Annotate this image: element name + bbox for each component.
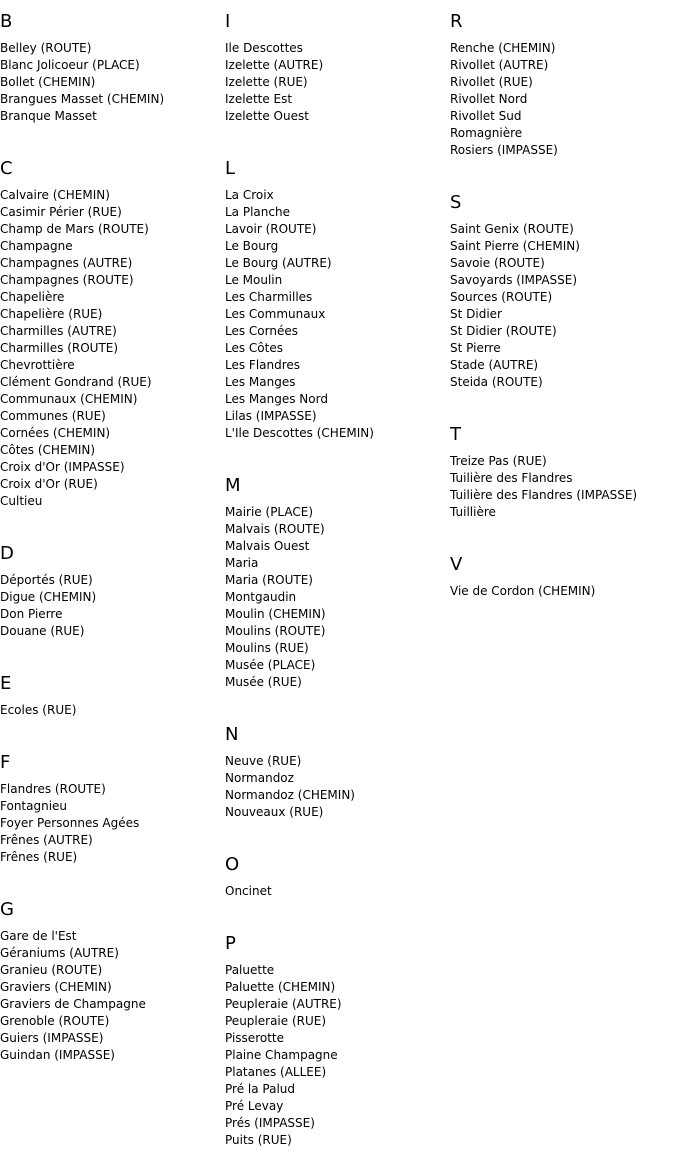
street-link[interactable]: Les Communaux <box>225 307 326 321</box>
letter-section <box>0 746 225 888</box>
street-link[interactable]: Normandoz <box>225 771 294 785</box>
letter-heading: M <box>225 475 241 496</box>
street-link[interactable]: Ecoles (RUE) <box>0 703 77 717</box>
letter-section <box>450 5 675 181</box>
street-link[interactable]: Don Pierre <box>0 607 63 621</box>
street-link[interactable]: Romagnière <box>450 126 523 140</box>
letter-section <box>0 5 225 147</box>
street-list <box>225 883 450 900</box>
street-link[interactable]: Tuillière <box>450 505 496 519</box>
letter-section <box>225 152 450 464</box>
section-spacer <box>0 1064 225 1086</box>
street-link[interactable]: Renche (CHEMIN) <box>450 41 556 55</box>
section-spacer <box>450 159 675 181</box>
letter-heading: T <box>450 424 461 445</box>
letter-heading: N <box>225 724 239 745</box>
letter-section <box>225 718 450 843</box>
street-link[interactable]: Savoyards (IMPASSE) <box>450 273 578 287</box>
street-link[interactable]: Musée (RUE) <box>225 675 302 689</box>
street-link[interactable]: Les Côtes <box>225 341 283 355</box>
street-link[interactable]: Granieu (ROUTE) <box>0 963 103 977</box>
street-link[interactable]: Guiers (IMPASSE) <box>0 1031 104 1045</box>
street-link[interactable]: Champagnes (AUTRE) <box>0 256 133 270</box>
letter-section <box>450 418 675 543</box>
letter-heading: E <box>0 673 12 694</box>
letter-section <box>0 537 225 662</box>
street-link[interactable]: Malvais (ROUTE) <box>225 522 325 536</box>
letter-heading: C <box>0 158 13 179</box>
column-3 <box>450 0 675 622</box>
street-list <box>0 781 225 866</box>
section-spacer <box>450 600 675 622</box>
street-link[interactable]: Géraniums (AUTRE) <box>0 946 119 960</box>
street-link[interactable]: Stade (AUTRE) <box>450 358 539 372</box>
street-link[interactable]: Gare de l'Est <box>0 929 77 943</box>
section-spacer <box>0 640 225 662</box>
street-link[interactable]: Frênes (RUE) <box>0 850 78 864</box>
street-link[interactable]: Déportés (RUE) <box>0 573 93 587</box>
street-list <box>0 572 225 640</box>
street-link[interactable]: Clément Gondrand (RUE) <box>0 375 152 389</box>
street-link[interactable]: Moulin (CHEMIN) <box>225 607 326 621</box>
street-link[interactable]: Calvaire (CHEMIN) <box>0 188 110 202</box>
street-list <box>225 962 450 1149</box>
street-link[interactable]: Lilas (IMPASSE) <box>225 409 317 423</box>
street-link[interactable]: Izelette (AUTRE) <box>225 58 324 72</box>
street-link[interactable]: Mairie (PLACE) <box>225 505 314 519</box>
section-spacer <box>0 866 225 888</box>
street-link[interactable]: Lavoir (ROUTE) <box>225 222 317 236</box>
street-link[interactable]: Graviers de Champagne <box>0 997 146 1011</box>
street-link[interactable]: Croix d'Or (IMPASSE) <box>0 460 125 474</box>
street-link[interactable]: Puits (RUE) <box>225 1133 292 1147</box>
section-spacer <box>225 691 450 713</box>
street-link[interactable]: Treize Pas (RUE) <box>450 454 547 468</box>
letter-section <box>450 186 675 413</box>
street-link[interactable]: St Didier <box>450 307 502 321</box>
section-spacer <box>0 510 225 532</box>
street-link[interactable]: Nouveaux (RUE) <box>225 805 324 819</box>
street-list <box>0 702 225 719</box>
section-spacer <box>225 125 450 147</box>
street-list <box>450 40 675 159</box>
street-link[interactable]: Prés (IMPASSE) <box>225 1116 315 1130</box>
street-list <box>225 187 450 442</box>
street-link[interactable]: Montgaudin <box>225 590 297 604</box>
street-link[interactable]: Platanes (ALLEE) <box>225 1065 327 1079</box>
street-list <box>450 221 675 391</box>
street-link[interactable]: Brangues Masset (CHEMIN) <box>0 92 165 106</box>
street-link[interactable]: Plaine Champagne <box>225 1048 338 1062</box>
street-link[interactable]: Digue (CHEMIN) <box>0 590 97 604</box>
street-link[interactable]: Rivollet (RUE) <box>450 75 533 89</box>
street-link[interactable]: Côtes (CHEMIN) <box>0 443 96 457</box>
street-link[interactable]: Croix d'Or (RUE) <box>0 477 98 491</box>
street-link[interactable]: Cultieu <box>0 494 43 508</box>
street-link[interactable]: Sources (ROUTE) <box>450 290 553 304</box>
letter-heading: D <box>0 543 14 564</box>
street-link[interactable]: Frênes (AUTRE) <box>0 833 93 847</box>
street-link[interactable]: Izelette Ouest <box>225 109 309 123</box>
column-2 <box>225 0 450 1171</box>
section-spacer <box>0 719 225 741</box>
street-link[interactable]: Communaux (CHEMIN) <box>0 392 138 406</box>
street-link[interactable]: Le Moulin <box>225 273 283 287</box>
letter-section <box>225 469 450 713</box>
street-link[interactable]: Malvais Ouest <box>225 539 310 553</box>
street-link[interactable]: Chapelière <box>0 290 65 304</box>
letter-section <box>0 667 225 741</box>
letter-heading: G <box>0 899 14 920</box>
street-link[interactable]: Rivollet (AUTRE) <box>450 58 549 72</box>
letter-heading: F <box>0 752 11 773</box>
street-link[interactable]: Tuilière des Flandres <box>450 471 573 485</box>
street-list <box>225 753 450 821</box>
section-spacer <box>225 821 450 843</box>
section-spacer <box>450 521 675 543</box>
section-spacer <box>225 1149 450 1171</box>
street-list <box>0 187 225 510</box>
street-link[interactable]: Le Bourg (AUTRE) <box>225 256 332 270</box>
street-link[interactable]: Grenoble (ROUTE) <box>0 1014 110 1028</box>
street-list <box>450 453 675 521</box>
street-link[interactable]: Blanc Jolicoeur (PLACE) <box>0 58 140 72</box>
street-link[interactable]: Ile Descottes <box>225 41 303 55</box>
street-link[interactable]: Le Bourg <box>225 239 279 253</box>
street-link[interactable]: Maria (ROUTE) <box>225 573 313 587</box>
street-link[interactable]: Paluette <box>225 963 275 977</box>
street-list <box>225 40 450 125</box>
letter-heading: V <box>450 554 463 575</box>
street-link[interactable]: Pisserotte <box>225 1031 284 1045</box>
letter-section <box>0 152 225 532</box>
street-link[interactable]: La Croix <box>225 188 274 202</box>
street-link[interactable]: Fontagnieu <box>0 799 68 813</box>
street-link[interactable]: La Planche <box>225 205 290 219</box>
street-link[interactable]: Rosiers (IMPASSE) <box>450 143 558 157</box>
street-link[interactable]: Maria <box>225 556 259 570</box>
street-link[interactable]: Neuve (RUE) <box>225 754 302 768</box>
street-link[interactable]: Flandres (ROUTE) <box>0 782 106 796</box>
street-link[interactable]: Tuilière des Flandres (IMPASSE) <box>450 488 638 502</box>
street-link[interactable]: Izelette Est <box>225 92 293 106</box>
street-link[interactable]: Charmilles (ROUTE) <box>0 341 119 355</box>
street-link[interactable]: St Pierre <box>450 341 501 355</box>
street-link[interactable]: Les Manges <box>225 375 296 389</box>
street-link[interactable]: Charmilles (AUTRE) <box>0 324 117 338</box>
street-link[interactable]: L'Ile Descottes (CHEMIN) <box>225 426 374 440</box>
section-spacer <box>0 125 225 147</box>
street-link[interactable]: Musée (PLACE) <box>225 658 316 672</box>
street-link[interactable]: Chapelière (RUE) <box>0 307 103 321</box>
street-link[interactable]: Chevrottière <box>0 358 75 372</box>
street-link[interactable]: Peupleraie (RUE) <box>225 1014 327 1028</box>
street-link[interactable]: Peupleraie (AUTRE) <box>225 997 342 1011</box>
letter-section <box>225 927 450 1171</box>
street-link[interactable]: Rivollet Nord <box>450 92 528 106</box>
letter-heading: R <box>450 11 463 32</box>
street-link[interactable]: Les Charmilles <box>225 290 313 304</box>
letter-section <box>0 893 225 1086</box>
letter-heading: L <box>225 158 236 179</box>
street-link[interactable]: Pré Levay <box>225 1099 284 1113</box>
street-link[interactable]: St Didier (ROUTE) <box>450 324 557 338</box>
column-1 <box>0 0 225 1086</box>
letter-heading: S <box>450 192 462 213</box>
street-link[interactable]: Cornées (CHEMIN) <box>0 426 111 440</box>
street-list <box>0 928 225 1064</box>
street-link[interactable]: Graviers (CHEMIN) <box>0 980 112 994</box>
street-link[interactable]: Branque Masset <box>0 109 97 123</box>
street-list <box>0 40 225 125</box>
street-link[interactable]: Bollet (CHEMIN) <box>0 75 96 89</box>
street-link[interactable]: Belley (ROUTE) <box>0 41 92 55</box>
street-link[interactable]: Les Cornées <box>225 324 298 338</box>
letter-section <box>225 848 450 922</box>
street-link[interactable]: Vie de Cordon (CHEMIN) <box>450 584 596 598</box>
street-link[interactable]: Casimir Périer (RUE) <box>0 205 122 219</box>
street-link[interactable]: Normandoz (CHEMIN) <box>225 788 355 802</box>
street-link[interactable]: Communes (RUE) <box>0 409 106 423</box>
street-link[interactable]: Savoie (ROUTE) <box>450 256 545 270</box>
street-link[interactable]: Foyer Personnes Agées <box>0 816 140 830</box>
letter-section <box>225 5 450 147</box>
street-link[interactable]: Moulins (RUE) <box>225 641 309 655</box>
letter-section <box>450 548 675 622</box>
section-spacer <box>225 900 450 922</box>
street-link[interactable]: Saint Genix (ROUTE) <box>450 222 574 236</box>
letter-heading: B <box>0 11 13 32</box>
street-link[interactable]: Oncinet <box>225 884 272 898</box>
letter-heading: I <box>225 11 231 32</box>
street-link[interactable]: Moulins (ROUTE) <box>225 624 326 638</box>
letter-heading: O <box>225 854 240 875</box>
street-link[interactable]: Champagne <box>0 239 73 253</box>
street-link[interactable]: Izelette (RUE) <box>225 75 308 89</box>
street-link[interactable]: Les Manges Nord <box>225 392 328 406</box>
section-spacer <box>450 391 675 413</box>
section-spacer <box>225 442 450 464</box>
street-link[interactable]: Paluette (CHEMIN) <box>225 980 336 994</box>
street-link[interactable]: Saint Pierre (CHEMIN) <box>450 239 580 253</box>
street-link[interactable]: Champagnes (ROUTE) <box>0 273 134 287</box>
street-link[interactable]: Guindan (IMPASSE) <box>0 1048 115 1062</box>
street-link[interactable]: Douane (RUE) <box>0 624 85 638</box>
street-list <box>225 504 450 691</box>
street-link[interactable]: Steida (ROUTE) <box>450 375 543 389</box>
street-list <box>450 583 675 600</box>
street-link[interactable]: Rivollet Sud <box>450 109 522 123</box>
letter-heading: P <box>225 933 236 954</box>
street-link[interactable]: Les Flandres <box>225 358 301 372</box>
street-link[interactable]: Champ de Mars (ROUTE) <box>0 222 149 236</box>
street-link[interactable]: Pré la Palud <box>225 1082 296 1096</box>
